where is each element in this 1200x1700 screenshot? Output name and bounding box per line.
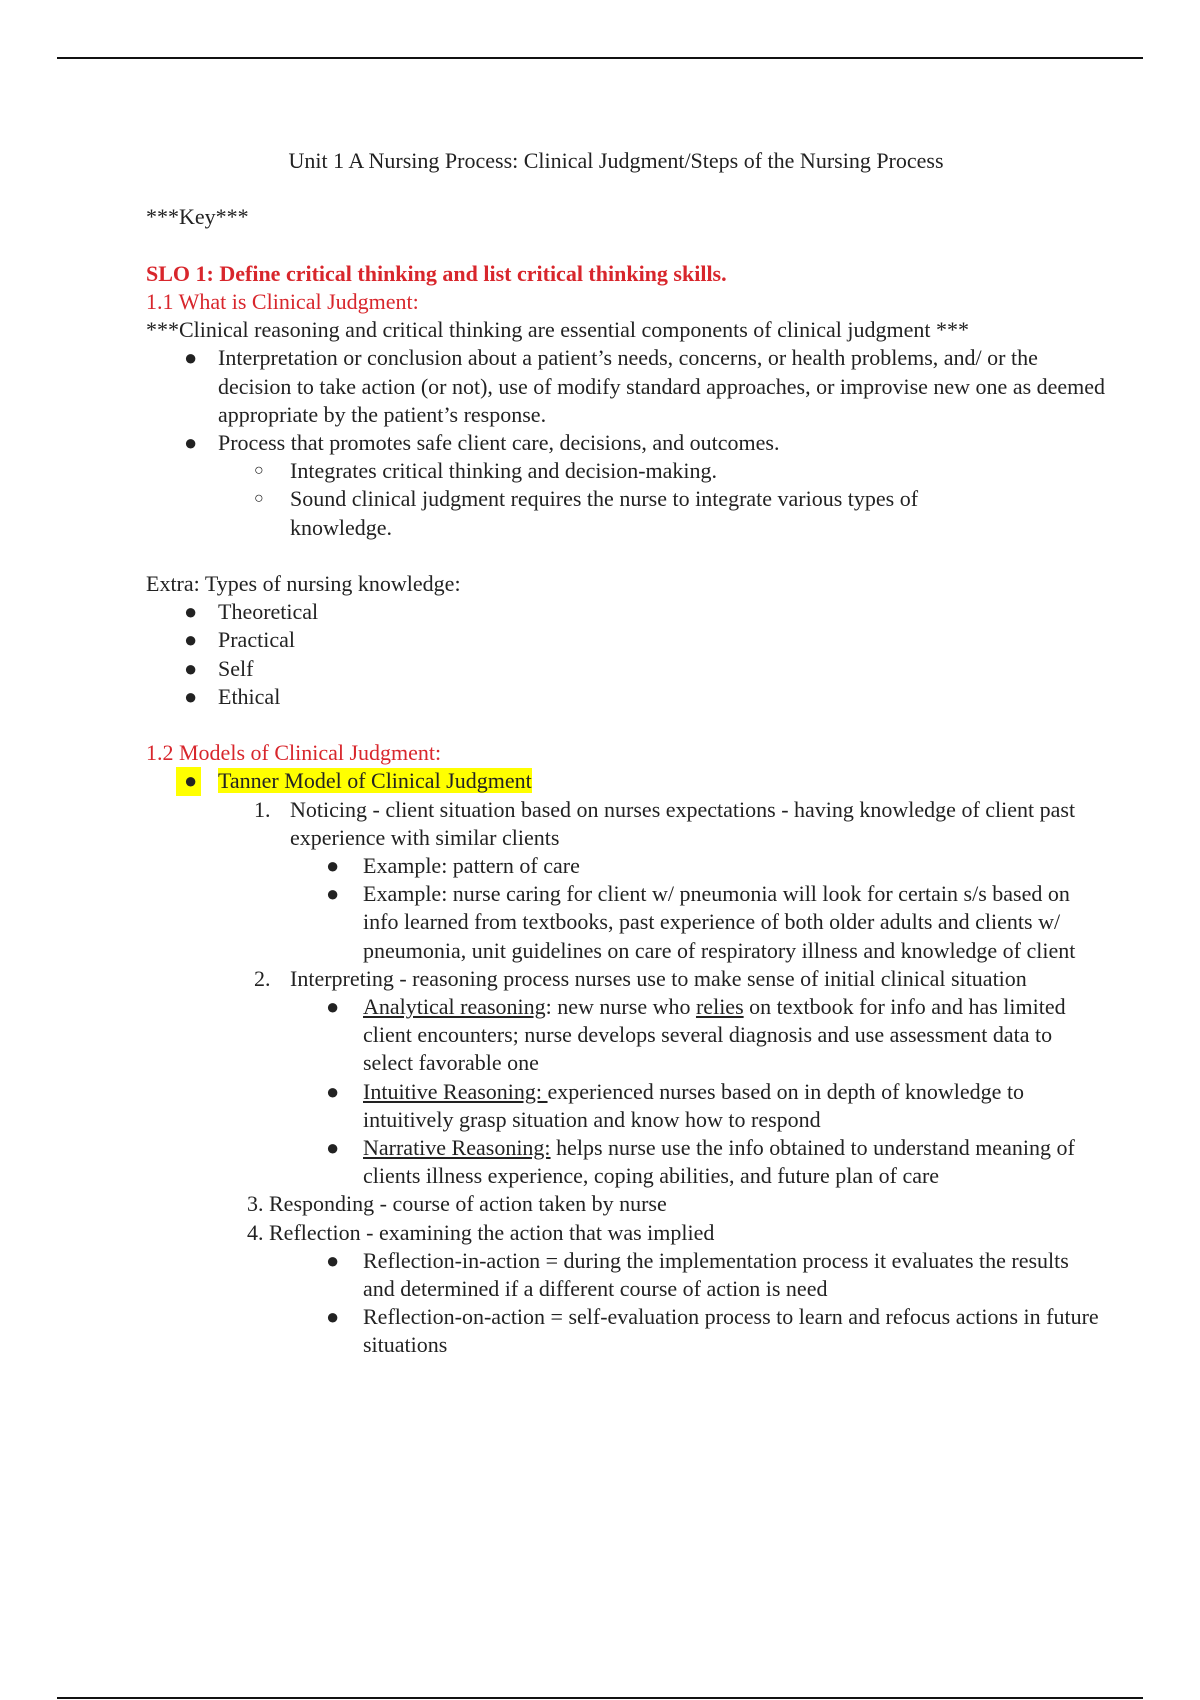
list-item: ● Reflection-on-action = self-evaluation process to learn and refocus actions in future situations: [326, 1304, 1099, 1358]
bullet-icon: ●: [326, 853, 340, 879]
list-item: ● Example: pattern of care: [146, 852, 1106, 880]
list-item: ● Theoretical: [146, 598, 1106, 626]
list-item: ● Narrative Reasoning: helps nurse use the info obtained to understand meaning of clients illness experience, coping abilities, and future plan of care: [326, 1135, 1075, 1189]
section-1-2-heading: 1.2 Models of Clinical Judgment:: [146, 740, 442, 766]
list-item: ● Ethical: [146, 683, 1106, 711]
bullet-icon: ●: [184, 627, 198, 653]
section-1-1-intro: ***Clinical reasoning and critical thinking are essential components of clinical judgment ***: [146, 317, 969, 343]
list-item: ● Analytical reasoning: new nurse who relies on textbook for info and has limited client encounters; nurse develops several diagnosis and use assessment data to select favorable one: [326, 994, 1066, 1076]
bullet-icon: ●: [326, 1304, 340, 1330]
numbered-item: 2. Interpreting - reasoning process nurses use to make sense of initial clinical situation: [254, 965, 1027, 991]
bullet-icon: ●: [176, 767, 201, 795]
bullet-icon: ●: [184, 599, 198, 625]
extra-heading: Extra: Types of nursing knowledge:: [146, 571, 461, 596]
top-rule: [57, 57, 1143, 59]
bullet-icon: ●: [184, 683, 198, 709]
section-1-1-heading: 1.1 What is Clinical Judgment:: [146, 288, 419, 314]
bullet-icon: ●: [326, 1247, 340, 1273]
list-item: ● Reflection-in-action = during the implementation process it evaluates the results and determined if a different course of action is need: [326, 1247, 1069, 1302]
document-body: [146, 147, 1106, 1360]
list-item: ● Practical: [146, 626, 1106, 654]
bullet-icon: ●: [326, 1078, 340, 1104]
list-item: ● Interpretation or conclusion about a patient’s needs, concerns, or health problems, and/ or the decision to take action (or not), use of modify standard approaches, or improvise new one as deemed appropriate by the patient’s response.: [184, 345, 1106, 427]
bullet-icon: ●: [184, 345, 198, 371]
list-item: ● Process that promotes safe client care, decisions, and outcomes.: [146, 429, 1106, 457]
list-item: ○ Integrates critical thinking and decision-making.: [146, 457, 1106, 485]
list-item: ● Intuitive Reasoning: experienced nurses based on in depth of knowledge to intuitively grasp situation and know how to respond: [326, 1078, 1025, 1132]
list-item: ● Example: nurse caring for client w/ pneumonia will look for certain s/s based on info learned from textbooks, past experience of both older adults and clients w/ pneumonia, unit guidelines on care of respiratory illness and knowledge of client: [326, 881, 1076, 963]
bullet-icon: ●: [184, 655, 198, 681]
highlighted-text: Tanner Model of Clinical Judgment: [218, 768, 532, 794]
document-title: Unit 1 A Nursing Process: Clinical Judgment/Steps of the Nursing Process: [288, 148, 944, 173]
hollow-bullet-icon: ○: [254, 490, 264, 508]
list-item: ● Self: [146, 655, 1106, 683]
bottom-rule: [57, 1697, 1143, 1699]
key-label: ***Key***: [146, 204, 249, 230]
hollow-bullet-icon: ○: [254, 462, 264, 480]
bullet-icon: ●: [326, 1135, 340, 1161]
numbered-item: 1. Noticing - client situation based on nurses expectations - having knowledge of client past experience with similar clients: [254, 796, 1076, 850]
list-item: ○ Sound clinical judgment requires the nurse to integrate various types of knowledge.: [254, 486, 919, 540]
bullet-icon: ●: [326, 994, 340, 1020]
bullet-icon: ●: [184, 430, 198, 455]
list-item-tanner: [146, 767, 1106, 795]
bullet-icon: ●: [326, 881, 340, 907]
numbered-item: 3. Responding - course of action taken by nurse: [247, 1191, 667, 1217]
numbered-item: 4. Reflection - examining the action that was implied: [247, 1219, 715, 1245]
slo1-heading: SLO 1: Define critical thinking and list critical thinking skills.: [146, 260, 727, 286]
